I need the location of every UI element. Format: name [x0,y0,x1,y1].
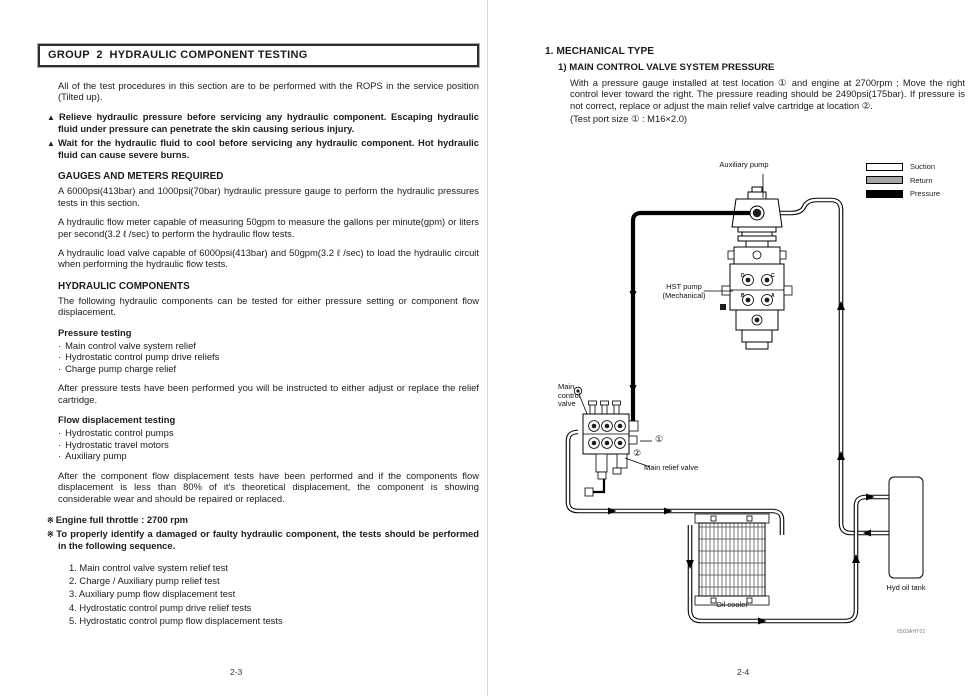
page-number-right: 2-4 [737,667,750,677]
main-relief-valve-label: Main relief valve [644,463,699,472]
hyd-oil-tank-shape [889,477,923,578]
mcv-pressure-heading: 1) MAIN CONTROL VALVE SYSTEM PRESSURE [558,62,775,73]
left-page [38,44,479,627]
gauges-paragraph-2: A hydraulic flow meter capable of measuring 50gpm to measure the gallons per minute(gpm) or liters per second(3.2 ℓ /sec) to perform the hydraulic flow tests. [58,216,479,239]
bullet-mark: · [58,450,62,462]
list-item: 5. Hydrostatic control pump flow displacement tests [69,614,283,626]
list-item [58,363,479,375]
list-item: 4. Hydrostatic control pump drive relief tests [69,601,252,613]
gauges-paragraph-3: A hydraulic load valve capable of 6000psi(413bar) and 50gpm(3.2 ℓ /sec) to load the hydraulic circuit when performing the hydraulic flow tests. [58,247,479,270]
warning-2-text: Wait for the hydraulic fluid to cool before servicing any hydraulic component. Hot hydraulic fluid can cause severe burns. [57,136,479,161]
test-location-1-marker: ① [655,434,664,444]
note-2-text: To properly identify a damaged or faulty hydraulic component, the tests should be performed in the following sequence. [56,527,479,552]
intro-paragraph: All of the test procedures in this section are to be performed with the ROPS in the service position (Tilted up). [58,80,479,103]
list-item [58,351,479,363]
pump-port-c-label: C [771,273,775,279]
test-location-2-marker: ② [633,448,642,458]
hst-pump-label-line2: (Mechanical) [662,290,706,300]
page-number-left: 2-3 [230,667,243,677]
list-item [58,340,479,352]
test-sequence-list [58,561,479,627]
test-port-size: (Test port size ① : M16×2.0) [570,113,688,125]
reference-mark: ※ [47,516,54,526]
flow-testing-subhead: Flow displacement testing [58,414,176,426]
legend-label: Pressure [910,189,941,198]
legend-label: Return [910,175,933,185]
pump-port-b-label: B [741,293,745,299]
list-item [58,439,479,451]
hst-pump-label-line1: HST pump [666,282,702,291]
components-paragraph: The following hydraulic components can be tested for either pressure setting or component flow displacement. [58,294,479,318]
bullet-mark: · [58,362,62,374]
bullet-mark: · [58,427,62,439]
warning-2 [47,137,479,161]
note-engine-throttle [47,514,479,527]
bullet-mark: · [58,339,62,351]
gauges-heading: GAUGES AND METERS REQUIRED [58,171,224,183]
list-item: 3. Auxiliary pump flow displacement test [69,588,236,600]
warning-triangle-icon: ▲ [47,112,57,122]
list-item-text: Main control valve system relief [65,339,196,351]
oil-cooler-label: Oil cooler [716,600,748,609]
group-title: GROUP 2 HYDRAULIC COMPONENT TESTING [38,44,479,67]
mechanical-type-heading: 1. MECHANICAL TYPE [545,46,655,57]
hydraulic-circuit-diagram [545,155,970,645]
after-pressure-paragraph: After pressure tests have been performed you will be instructed to either adjust or replace the relief cartridge. [58,382,479,405]
gauges-paragraph-1: A 6000psi(413bar) and 1000psi(70bar) hydraulic pressure gauge to perform the hydraulic pressures tests in this section. [58,185,479,208]
legend-label: Suction [910,162,936,171]
figure-code: 6503AHT01 [897,629,926,635]
list-item [58,450,479,462]
list-item-text: Hydrostatic travel motors [65,438,169,450]
bullet-mark: · [58,351,62,363]
list-item [58,427,479,439]
list-item: 2. Charge / Auxiliary pump relief test [69,575,220,587]
hst-pump-label [655,283,713,300]
list-item-text: Hydrostatic control pump drive reliefs [65,351,220,363]
note-test-sequence [47,528,479,552]
oil-cooler-shape [695,514,769,605]
list-item: 1. Main control valve system relief test [69,562,228,574]
note-1-text: Engine full throttle : 2700 rpm [55,514,189,526]
pressure-testing-subhead: Pressure testing [58,326,132,338]
auxiliary-pump-label: Auxiliary pump [719,160,769,169]
right-page [545,46,969,125]
hyd-oil-tank-label: Hyd oil tank [886,583,926,592]
reference-mark: ※ [47,529,55,539]
bullet-mark: · [58,438,62,450]
components-heading: HYDRAULIC COMPONENTS [58,280,190,292]
pump-port-a-label: A [771,293,775,299]
warning-triangle-icon: ▲ [47,138,56,148]
procedure-paragraph: With a pressure gauge installed at test location ① and engine at 2700rpm ; Move the right control lever toward the right. The pressure reading should be 2490psi(175bar). If pressure is not correct, replace or adjust the main relief valve cartridge at location ②. [570,77,965,111]
list-item-text: Hydrostatic control pumps [65,427,174,439]
page-divider [487,0,488,696]
warning-1 [47,111,479,135]
list-item-text: Charge pump charge relief [65,362,177,374]
warning-1-text: Relieve hydraulic pressure before servicing any hydraulic component. Escaping hydraulic fluid under pressure can penetrate the skin causing serious injury. [58,110,480,135]
list-item-text: Auxiliary pump [65,450,127,462]
main-control-valve-label: Main control valve [558,382,581,409]
pump-port-d-label: D [741,273,745,279]
after-flow-paragraph: After the component flow displacement tests have been performed and if the components flow displacement is less than 80% of it's theoretical displacement, the component is showing considerable wear and should be repaired or replaced. [58,470,479,504]
